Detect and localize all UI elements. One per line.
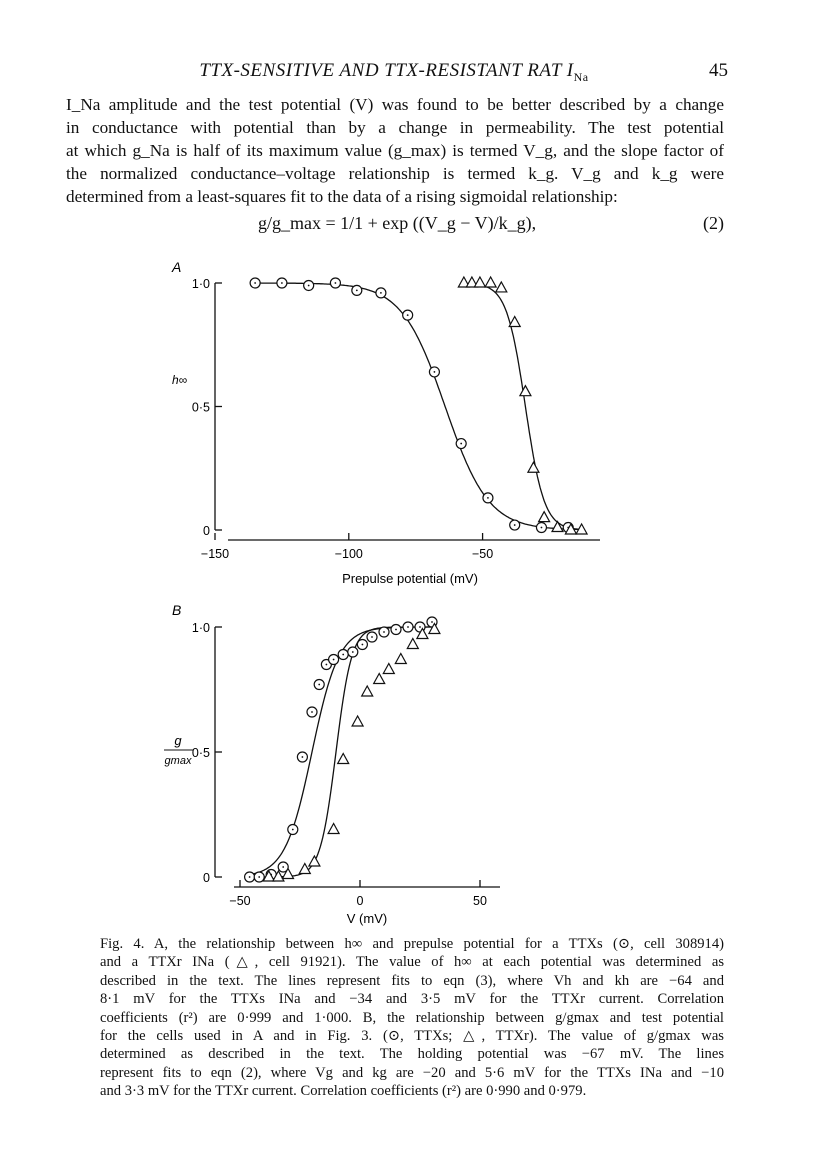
data-point-dot (335, 282, 337, 284)
data-point-dot (281, 282, 283, 284)
caption-line: for the cells used in A and in Fig. 3. (⊙, TTXs; △, TTXr). The value of g/gmax was (100, 1028, 724, 1045)
data-point-dot (292, 829, 294, 831)
data-point-dot (318, 684, 320, 686)
caption-line: coefficients (r²) are 0·999 and 1·000. B, the relationship between g/gmax and test potential (100, 1009, 724, 1026)
caption-line: 8·1 mV for the TTXs INa and −34 and 3·5 mV for the TTXr current. Correlation (100, 991, 724, 1008)
data-point-triangle (474, 277, 485, 287)
x-tick-label: −50 (229, 894, 251, 908)
data-point-dot (249, 876, 251, 878)
data-point-triangle (520, 386, 531, 396)
data-point-dot (352, 651, 354, 653)
paragraph-line: determined from a least-squares fit to the data of a rising sigmoidal relationship: (66, 187, 618, 206)
fit-curve-ttxs (250, 283, 585, 530)
data-point-dot (342, 654, 344, 656)
x-tick-label: −100 (334, 547, 363, 561)
y-tick-label: 1·0 (191, 621, 210, 635)
data-point-triangle (309, 856, 320, 866)
data-point-triangle (528, 462, 539, 472)
x-tick-label: 0 (356, 894, 364, 908)
page-number: 45 (709, 60, 728, 81)
y-tick-label: 0·5 (191, 746, 210, 760)
data-point-dot (487, 497, 489, 499)
data-point-dot (514, 524, 516, 526)
data-point-triangle (539, 512, 550, 522)
data-point-dot (407, 314, 409, 316)
panel-b-ylabel-num: g (174, 733, 182, 748)
y-tick-label: 1·0 (191, 277, 210, 291)
data-point-triangle (352, 716, 363, 726)
data-point-dot (282, 866, 284, 868)
x-tick-label: 50 (473, 894, 487, 908)
data-point-triangle (509, 317, 520, 327)
data-point-triangle (383, 664, 394, 674)
panel-a-xlabel: Prepulse potential (mV) (342, 571, 478, 586)
data-point-triangle (338, 754, 349, 764)
data-point-triangle (395, 654, 406, 664)
caption-line: and 3·3 mV for the TTXr current. Correlation coefficients (r²) are 0·990 and 0·979. (100, 1083, 587, 1100)
x-tick-label: −50 (471, 547, 494, 561)
data-point-dot (258, 876, 260, 878)
data-point-dot (333, 659, 335, 661)
data-point-dot (308, 285, 310, 287)
data-point-dot (311, 711, 313, 713)
data-point-triangle (552, 522, 563, 532)
data-point-dot (362, 644, 364, 646)
caption-line: described in the text. The lines represent fits to eqn (3), where Vh and kh are −64 and (100, 972, 724, 989)
x-tick-label: −150 (200, 547, 230, 561)
panel-b-xlabel: V (mV) (346, 911, 388, 926)
data-point-dot (383, 631, 385, 633)
data-point-triangle (407, 639, 418, 649)
data-point-dot (541, 527, 543, 529)
data-point-triangle (485, 277, 496, 287)
data-point-dot (371, 636, 373, 638)
data-point-triangle (362, 686, 373, 696)
caption-line: Fig. 4. A, the relationship between h∞ and prepulse potential for a TTXs (⊙, cell 308914) (100, 936, 724, 952)
data-point-dot (434, 371, 436, 373)
panel-a-ylabel: h∞ (172, 373, 188, 387)
data-point-dot (419, 626, 421, 628)
data-point-triangle (328, 824, 339, 834)
data-point-dot (356, 290, 358, 292)
panel-b (164, 602, 500, 926)
paragraph-line: at which g_Na is half of its maximum value (g_max) is termed V_g, and the slope factor of (66, 141, 724, 160)
figure-caption (100, 935, 724, 1101)
fit-curve-ttxs (250, 627, 432, 875)
data-point-dot (431, 621, 433, 623)
panel-a-label: A (172, 259, 182, 275)
data-point-dot (395, 629, 397, 631)
running-title: TTX-SENSITIVE AND TTX-RESISTANT RAT $I_{Na}$ (199, 60, 589, 84)
panel-b-label: B (172, 602, 182, 618)
data-point-triangle (496, 282, 507, 292)
y-tick-label: 0 (203, 524, 210, 538)
caption-line: determined as described in the text. The holding potential was −67 mV. The lines (100, 1046, 724, 1063)
data-point-dot (326, 664, 328, 666)
data-point-dot (460, 443, 462, 445)
caption-line: represent fits to eqn (2), where Vg and kg are −20 and 5·6 mV for the TTXs INa and −10 (100, 1064, 724, 1081)
y-tick-label: 0·5 (191, 400, 210, 415)
caption-line: and a TTXr INa (△, cell 91921). The value of h∞ at each potential was determined as (100, 954, 724, 971)
equation-number: (2) (703, 213, 724, 233)
equation-body: g/g_max = 1/1 + exp ((V_g − V)/k_g), (258, 213, 537, 233)
data-point-triangle (374, 674, 385, 684)
data-point-dot (407, 626, 409, 628)
paragraph-line: I_Na amplitude and the test potential (V) was found to be better described by a change (66, 95, 724, 114)
y-tick-label: 0 (203, 871, 210, 885)
paragraph-line: in conductance with potential than by a change in permeability. The test potential (66, 118, 724, 137)
panel-b-ylabel-den: gmax (164, 755, 192, 767)
data-point-dot (254, 282, 256, 284)
fit-curve-ttxr (461, 283, 584, 529)
panel-a (171, 259, 600, 586)
fit-curve-ttxr (254, 627, 434, 877)
paragraph-line: the normalized conductance–voltage relationship is termed k_g. V_g and k_g were (66, 164, 724, 183)
data-point-dot (380, 292, 382, 294)
data-point-dot (302, 756, 304, 758)
